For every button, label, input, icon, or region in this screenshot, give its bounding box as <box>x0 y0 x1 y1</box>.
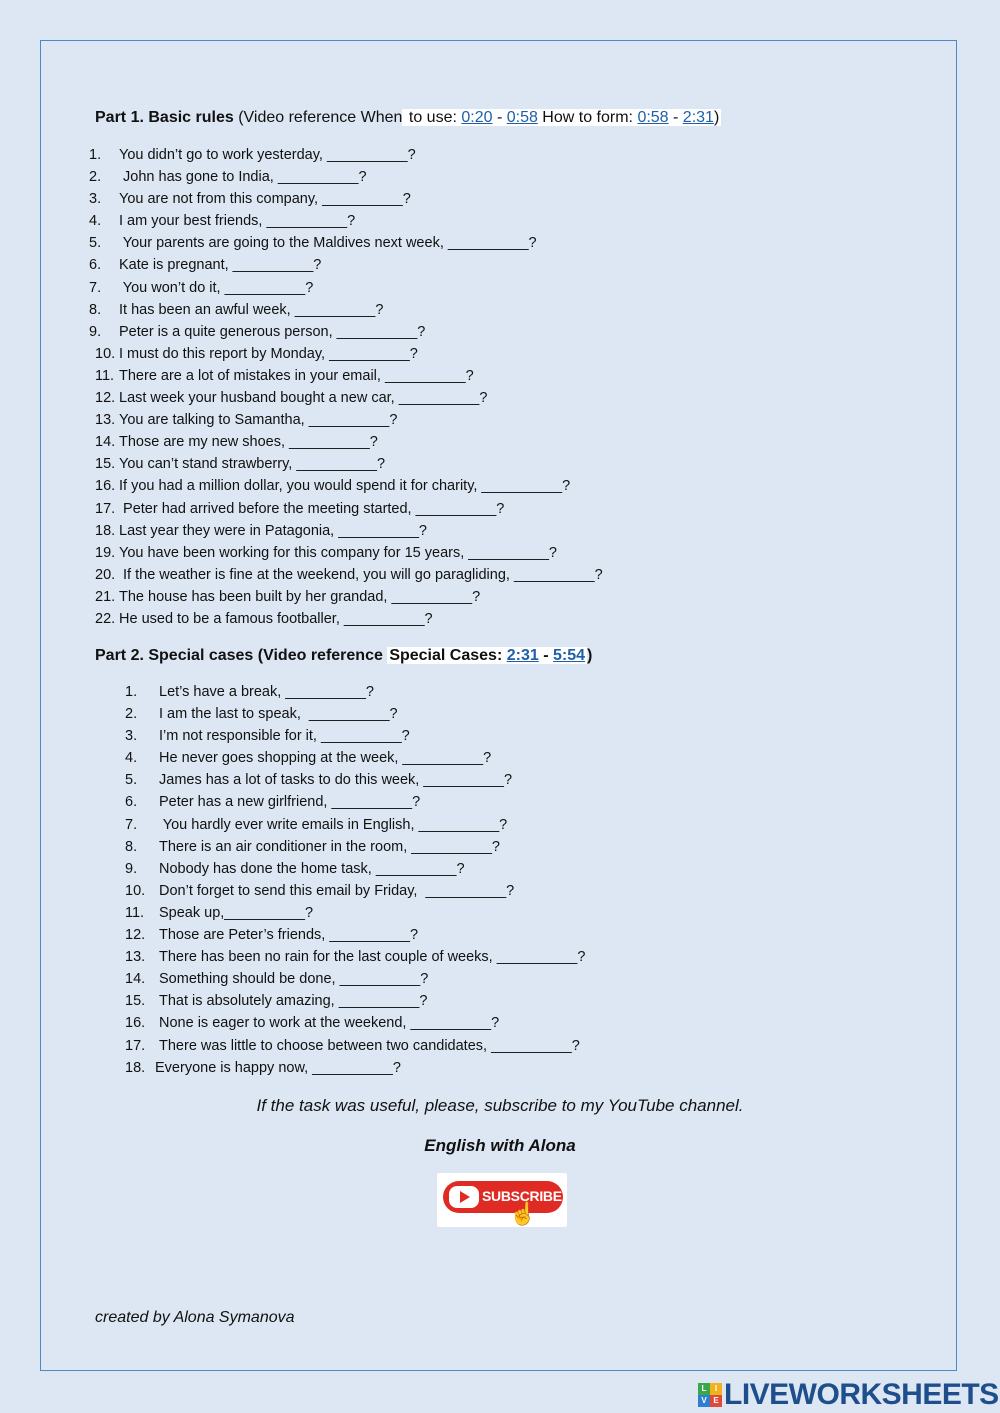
separator: - <box>668 109 683 126</box>
item-number: 4. <box>125 750 138 767</box>
item-text: Kate is pregnant, __________? <box>119 257 322 274</box>
item-number: 1. <box>89 147 102 163</box>
part1-item-11 <box>95 365 603 387</box>
item-text: Let’s have a break, __________? <box>159 684 374 700</box>
item-text: Those are Peter’s friends, __________? <box>159 927 419 944</box>
item-number: 6. <box>89 257 102 274</box>
item-number: 14. <box>95 434 116 451</box>
part2-item-15 <box>125 990 585 1012</box>
item-number: 13. <box>125 949 146 966</box>
item-text: It has been an awful week, __________? <box>119 301 384 318</box>
separator: - <box>538 647 553 664</box>
item-text: Nobody has done the home task, __________? <box>159 860 465 877</box>
item-number: 15. <box>125 993 146 1010</box>
item-number: 13. <box>95 412 116 429</box>
item-number: 8. <box>125 838 138 855</box>
item-text: There is an air conditioner in the room, __________? <box>159 838 500 855</box>
part2-item-10 <box>125 880 585 902</box>
item-text: You can’t stand strawberry, __________? <box>119 456 386 473</box>
part1-item-4 <box>89 210 603 232</box>
close-paren: ) <box>713 109 720 126</box>
part2-item-16 <box>125 1012 585 1034</box>
item-text: Something should be done, __________? <box>159 971 429 988</box>
item-text: There are a lot of mistakes in your email, __________? <box>119 367 474 384</box>
subscribe-pill <box>443 1181 563 1213</box>
item-number: 11. <box>95 367 115 384</box>
liveworksheets-logo[interactable] <box>698 1378 999 1412</box>
link-5-54[interactable]: 5:54 <box>552 647 585 664</box>
item-number: 3. <box>125 728 138 745</box>
item-text: Last year they were in Patagonia, __________? <box>119 522 427 539</box>
link-2-31-special[interactable]: 2:31 <box>506 647 539 664</box>
item-number: 12. <box>125 927 146 944</box>
subscribe-button[interactable] <box>437 1173 567 1227</box>
item-number: 16. <box>125 1015 146 1032</box>
part2-header <box>95 647 592 665</box>
part1-item-16 <box>95 475 603 497</box>
item-text: I am the last to speak, __________? <box>159 706 398 723</box>
part1-item-19 <box>95 542 603 564</box>
part2-list <box>125 681 585 1079</box>
part1-item-6 <box>89 254 603 276</box>
item-number: 9. <box>125 860 138 877</box>
brand-name: LIVEWORKSHEETS <box>724 1378 999 1411</box>
item-text: You are not from this company, __________? <box>119 191 411 208</box>
item-text: I’m not responsible for it, __________? <box>159 728 410 745</box>
link-0-20[interactable]: 0:20 <box>461 109 493 126</box>
part1-item-1 <box>89 144 603 166</box>
link-0-58-b[interactable]: 0:58 <box>637 109 669 126</box>
part1-item-17 <box>95 498 603 520</box>
item-text: You have been working for this company for 15 years, __________? <box>119 544 557 561</box>
item-text: Peter is a quite generous person, __________? <box>119 323 426 340</box>
item-number: 3. <box>89 191 102 208</box>
item-number: 1. <box>125 684 138 700</box>
item-number: 5. <box>125 772 138 789</box>
part2-item-7 <box>125 814 585 836</box>
item-text: If the weather is fine at the weekend, you will go paragliding, __________? <box>119 566 603 583</box>
item-text: The house has been built by her grandad, __________? <box>119 588 481 605</box>
item-text: You won’t do it, __________? <box>119 279 314 296</box>
item-text: There was little to choose between two candidates, __________? <box>159 1037 580 1054</box>
part2-item-8 <box>125 836 585 858</box>
item-number: 9. <box>89 323 102 340</box>
item-number: 7. <box>89 279 102 296</box>
item-number: 17. <box>95 500 116 517</box>
part2-item-11 <box>125 902 585 924</box>
item-text: Everyone is happy now, __________? <box>155 1059 401 1076</box>
item-number: 5. <box>89 235 102 252</box>
part2-item-12 <box>125 924 585 946</box>
item-text: He never goes shopping at the week, __________? <box>159 750 492 767</box>
part1-ref-text: (Video reference When <box>233 109 403 126</box>
item-text: He used to be a famous footballer, __________? <box>119 610 433 627</box>
subscribe-label: SUBSCRIBE <box>482 1188 562 1204</box>
item-text: Don’t forget to send this email by Friday, __________? <box>159 882 515 899</box>
part1-item-15 <box>95 453 603 475</box>
link-2-31[interactable]: 2:31 <box>682 109 714 126</box>
part2-item-1 <box>125 681 585 703</box>
link-0-58[interactable]: 0:58 <box>506 109 538 126</box>
item-text: Those are my new shoes, __________? <box>119 434 378 451</box>
part1-header <box>95 109 721 127</box>
item-text: Speak up,__________? <box>159 904 314 921</box>
item-text: Last week your husband bought a new car, __________? <box>119 390 488 407</box>
item-text: Peter had arrived before the meeting started, __________? <box>119 500 505 517</box>
item-number: 12. <box>95 390 116 407</box>
part1-item-8 <box>89 299 603 321</box>
how-to-form-label: How to form: <box>537 109 638 126</box>
part1-item-20 <box>95 564 603 586</box>
item-number: 4. <box>89 213 102 230</box>
part2-item-13 <box>125 946 585 968</box>
item-text: I must do this report by Monday, __________? <box>119 345 418 362</box>
part1-item-9 <box>89 321 603 343</box>
part1-item-22 <box>95 608 603 630</box>
part1-item-13 <box>95 409 603 431</box>
item-text: You hardly ever write emails in English, __________? <box>159 816 508 833</box>
channel-name: English with Alona <box>424 1136 576 1155</box>
item-number: 10. <box>95 345 116 362</box>
part2-item-18 <box>125 1057 585 1079</box>
part2-item-9 <box>125 858 585 880</box>
item-text: None is eager to work at the weekend, __________? <box>159 1015 500 1032</box>
logo-letter: L <box>698 1383 710 1395</box>
item-text: Peter has a new girlfriend, __________? <box>159 794 421 811</box>
logo-letter: V <box>698 1395 710 1407</box>
created-by: created by Alona Symanova <box>95 1309 295 1326</box>
part1-item-5 <box>89 232 603 254</box>
part1-item-21 <box>95 586 603 608</box>
part1-item-18 <box>95 520 603 542</box>
part1-item-2 <box>89 166 603 188</box>
part1-item-14 <box>95 431 603 453</box>
part1-item-10 <box>95 343 603 365</box>
item-text: Your parents are going to the Maldives next week, __________? <box>119 235 537 252</box>
liveworksheets-logo-icon <box>698 1383 722 1407</box>
item-number: 10. <box>125 882 146 899</box>
item-text: That is absolutely amazing, __________? <box>159 993 428 1010</box>
item-number: 17. <box>125 1037 146 1054</box>
item-number: 15. <box>95 456 116 473</box>
item-number: 2. <box>89 169 102 186</box>
youtube-icon <box>449 1186 479 1208</box>
separator: - <box>492 109 507 126</box>
part2-item-6 <box>125 791 585 813</box>
item-number: 18. <box>125 1059 146 1076</box>
part1-list <box>89 144 603 630</box>
close-paren: ) <box>587 647 593 664</box>
part1-item-3 <box>89 188 603 210</box>
part1-title: Part 1. Basic rules <box>95 109 234 126</box>
part1-item-12 <box>95 387 603 409</box>
part2-ref-label: Special Cases: <box>389 647 507 664</box>
pointer-hand-icon: ☝ <box>509 1201 537 1226</box>
subscribe-note: If the task was useful, please, subscribe to my YouTube channel. <box>256 1096 744 1115</box>
item-number: 6. <box>125 794 138 811</box>
logo-letter: I <box>710 1383 722 1395</box>
logo-letter: E <box>710 1395 722 1407</box>
part2-item-4 <box>125 747 585 769</box>
item-text: There has been no rain for the last couple of weeks, __________? <box>159 949 586 966</box>
item-text: If you had a million dollar, you would spend it for charity, __________? <box>119 478 571 495</box>
item-number: 20. <box>95 566 116 583</box>
item-text: I am your best friends, __________? <box>119 213 356 230</box>
part1-ref-when: to use: <box>404 109 462 126</box>
part2-item-3 <box>125 725 585 747</box>
item-number: 19. <box>95 544 116 561</box>
item-number: 14. <box>125 971 146 988</box>
item-text: John has gone to India, __________? <box>119 169 367 186</box>
item-text: You didn’t go to work yesterday, __________? <box>119 147 416 163</box>
item-text: You are talking to Samantha, __________? <box>119 412 398 429</box>
item-number: 18. <box>95 522 116 539</box>
part1-item-7 <box>89 277 603 299</box>
part2-item-2 <box>125 703 585 725</box>
item-number: 21. <box>95 588 116 605</box>
item-number: 22. <box>95 610 116 627</box>
item-number: 16. <box>95 478 116 495</box>
item-number: 11. <box>125 904 145 921</box>
part2-title: Part 2. Special cases (Video reference <box>95 647 388 664</box>
item-text: James has a lot of tasks to do this week, __________? <box>159 772 513 789</box>
part2-item-5 <box>125 769 585 791</box>
item-number: 2. <box>125 706 138 723</box>
part2-item-17 <box>125 1035 585 1057</box>
item-number: 7. <box>125 816 138 833</box>
item-number: 8. <box>89 301 102 318</box>
part2-item-14 <box>125 968 585 990</box>
